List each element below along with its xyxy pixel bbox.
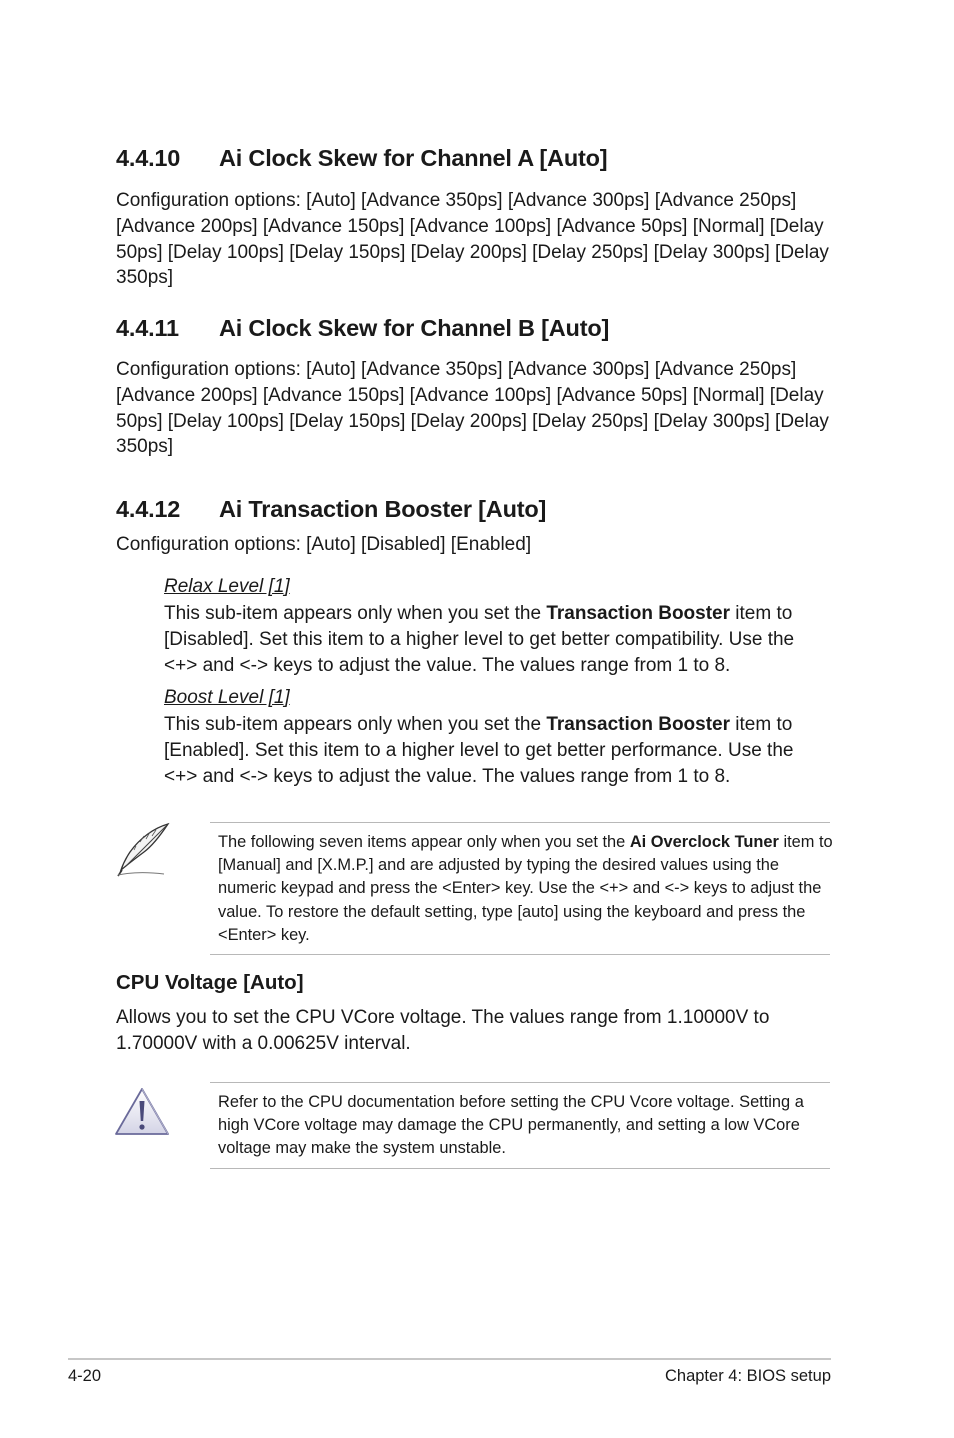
text-segment: This sub-item appears only when you set the: [164, 603, 547, 624]
warning-triangle-icon: [114, 1087, 170, 1137]
section-title: Ai Clock Skew for Channel A [Auto]: [219, 145, 608, 171]
section-title: Ai Clock Skew for Channel B [Auto]: [219, 315, 610, 341]
section-title: Ai Transaction Booster [Auto]: [219, 496, 547, 522]
text-segment: This sub-item appears only when you set the: [164, 714, 547, 735]
config-options-channel-a: Configuration options: [Auto] [Advance 350ps] [Advance 300ps] [Advance 250ps] [Advance 200ps] [Advance 150ps] [Advance 100ps] [Advance 50ps] [Normal] [Delay 50ps] [Delay 100ps] [Delay 150ps] [Delay 200ps] [Delay 250ps] [Delay 300ps] [Delay 350ps]: [116, 190, 829, 289]
section-number: 4.4.11: [116, 315, 179, 341]
config-options-transaction-booster: Configuration options: [Auto] [Disabled] [Enabled]: [116, 534, 532, 555]
warning-box: [210, 1082, 830, 1169]
bold-term: Transaction Booster: [546, 714, 731, 735]
text-segment: item to [Enabled]. Set this item to a higher level to get better performance. Use the <+> and <-> keys to adjust the value. The values range from 1 to 8.: [164, 714, 794, 787]
warning-text: Refer to the CPU documentation before setting the CPU Vcore voltage. Setting a high VCore voltage may damage the CPU permanently, and setting a low VCore voltage may make the system unstable.: [218, 1093, 804, 1158]
footer-divider: [68, 1358, 831, 1360]
config-options-channel-b: Configuration options: [Auto] [Advance 350ps] [Advance 300ps] [Advance 250ps] [Advance 200ps] [Advance 150ps] [Advance 100ps] [Advance 50ps] [Normal] [Delay 50ps] [Delay 100ps] [Delay 150ps] [Delay 200ps] [Delay 250ps] [Delay 300ps] [Delay 350ps]: [116, 359, 829, 458]
page-number: 4-20: [68, 1367, 102, 1385]
section-heading-4-4-11: [116, 315, 609, 342]
note-text: [218, 831, 833, 947]
bold-term: Ai Overclock Tuner: [629, 833, 779, 851]
note-box: [210, 822, 833, 955]
quill-pen-icon: [114, 822, 172, 878]
section-number: 4.4.12: [116, 496, 181, 522]
boost-level-description: [164, 712, 829, 789]
cpu-voltage-description: Allows you to set the CPU VCore voltage. The values range from 1.10000V to 1.70000V with a 0.00625V interval.: [116, 1007, 770, 1054]
cpu-voltage-heading: CPU Voltage [Auto]: [116, 971, 304, 994]
section-heading-4-4-12: [116, 496, 546, 523]
section-number: 4.4.10: [116, 145, 181, 171]
text-segment: The following seven items appear only when you set the: [218, 833, 630, 851]
text-segment: item to [Manual] and [X.M.P.] and are adjusted by typing the desired values using the numeric keypad and press the <Enter> key. Use the <+> and <-> keys to adjust the value. To restore the default setting, type [auto] using the keyboard and press the <Enter> key.: [218, 833, 833, 944]
relax-level-description: [164, 601, 829, 678]
bold-term: Transaction Booster: [546, 603, 731, 624]
text-segment: item to [Disabled]. Set this item to a higher level to get better compatibility. Use the <+> and <-> keys to adjust the value. The values range from 1 to 8.: [164, 603, 795, 676]
boost-level-title: Boost Level [1]: [164, 687, 290, 708]
relax-level-title: Relax Level [1]: [164, 576, 290, 597]
section-heading-4-4-10: [116, 145, 607, 172]
chapter-label: Chapter 4: BIOS setup: [664, 1367, 831, 1385]
